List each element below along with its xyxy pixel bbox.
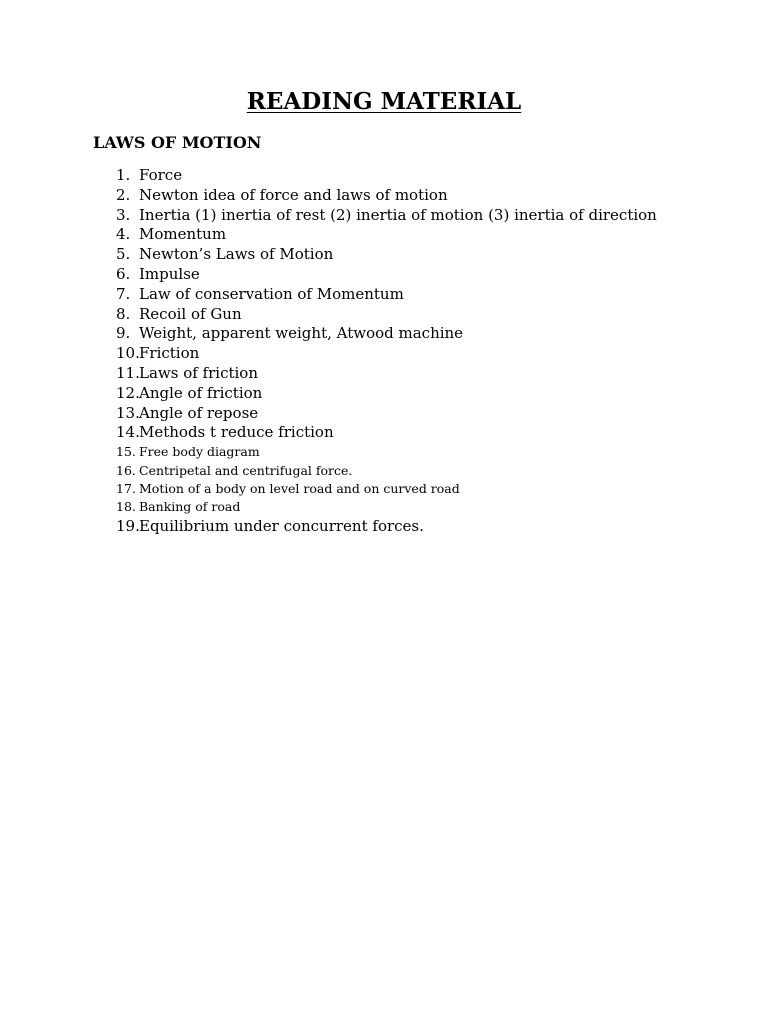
list-item-text: Laws of friction <box>139 363 258 382</box>
list-item-number: 15. <box>116 444 136 460</box>
page-title <box>0 86 768 118</box>
list-item-number: 9. <box>116 324 131 343</box>
list-item-text: Banking of road <box>139 499 241 515</box>
list-item-text: Inertia (1) inertia of rest (2) inertia of motion (3) inertia of direction <box>139 205 657 224</box>
list-item-text: Angle of friction <box>139 383 263 402</box>
list-item-text: Momentum <box>139 225 227 244</box>
list-item-text: Angle of repose <box>139 403 259 422</box>
page-title-text: READING MATERIAL <box>246 88 522 115</box>
list-item-number: 6. <box>116 264 131 283</box>
list-item-number: 4. <box>116 225 131 244</box>
list-item-text: Law of conservation of Momentum <box>139 284 404 303</box>
list-item-number: 12. <box>116 383 140 402</box>
list-item-number: 11. <box>116 363 140 382</box>
list-item-text: Motion of a body on level road and on curved road <box>139 480 460 496</box>
list-item-text: Centripetal and centrifugal force. <box>139 462 353 478</box>
list-item-text: Newton idea of force and laws of motion <box>139 185 448 204</box>
list-item-text: Impulse <box>139 264 200 283</box>
list-item-number: 7. <box>116 284 131 303</box>
list-item-number: 3. <box>116 205 131 224</box>
list-item-number: 8. <box>116 304 131 323</box>
list-item-number: 1. <box>116 166 131 184</box>
section-heading: LAWS OF MOTION <box>93 133 262 152</box>
list-item-number: 14. <box>116 423 140 442</box>
list-item-text: Force <box>139 166 183 184</box>
list-item-number: 5. <box>116 245 131 264</box>
list-item-number: 17. <box>116 480 136 496</box>
list-item-number: 10. <box>116 344 140 363</box>
list-item-number: 2. <box>116 185 131 204</box>
list-item-number: 16. <box>116 462 136 478</box>
list-item-text: Free body diagram <box>139 444 260 460</box>
list-item-text: Recoil of Gun <box>139 304 242 323</box>
list-item-number: 13. <box>116 403 140 422</box>
list-item-text: Friction <box>139 344 200 363</box>
list-item-text: Methods t reduce friction <box>139 423 334 442</box>
list-item-text: Equilibrium under concurrent forces. <box>139 516 424 535</box>
list-item-text: Newton’s Laws of Motion <box>139 245 334 264</box>
list-item-number: 18. <box>116 499 136 515</box>
list-item-number: 19. <box>116 516 140 535</box>
list-item-text: Weight, apparent weight, Atwood machine <box>139 324 464 343</box>
